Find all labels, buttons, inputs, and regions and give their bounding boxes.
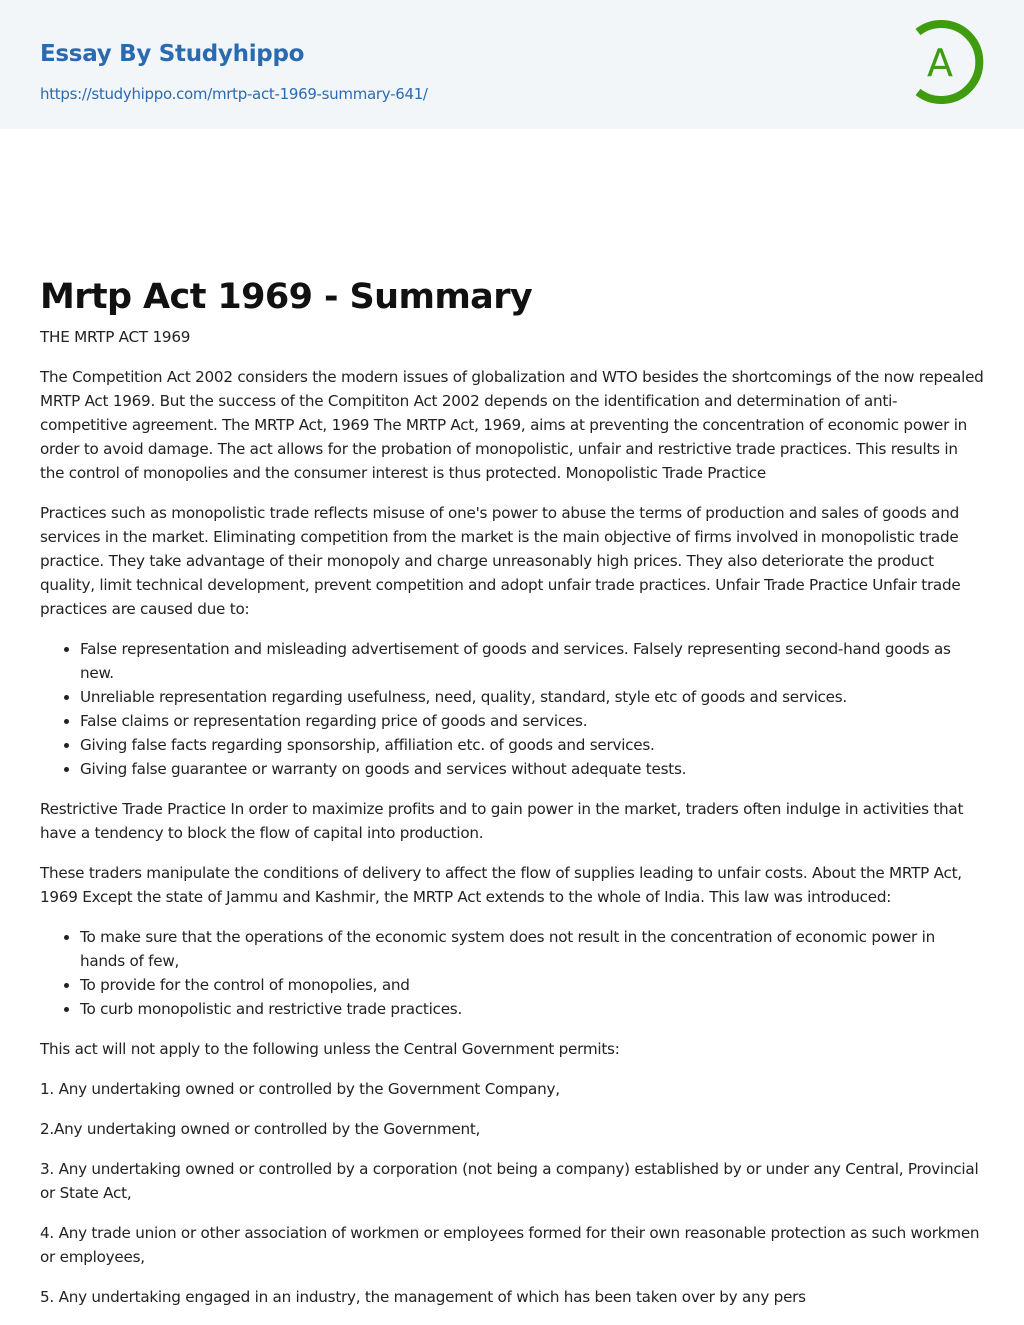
paragraph: 1. Any undertaking owned or controlled by the Government Company, — [40, 1080, 560, 1098]
unfair-practices-list — [40, 637, 984, 781]
list-item: • To curb monopolistic and restrictive trade practices. — [80, 997, 984, 1021]
list-item: • False claims or representation regarding price of goods and services. — [80, 709, 984, 733]
paragraph: The Competition Act 2002 considers the modern issues of globalization and WTO besides the shortcomings of the now repealed MRTP Act 1969. But the success of the Compititon Act 2002 depends on the identification and determination of anti-competitive agreement. The MRTP Act, 1969 The MRTP Act, 1969, aims at preventing the concentration of economic power in order to avoid damage. The act allows for the probation of monopolistic, unfair and restrictive trade practices. This results in the control of monopolies and the consumer interest is thus protected. Monopolistic Trade Practice — [40, 368, 984, 482]
law-objectives-list — [40, 925, 984, 1021]
paragraph: 4. Any trade union or other association of workmen or employees formed for their own reasonable protection as such workmen or employees, — [40, 1224, 980, 1266]
article-subtitle: THE MRTP ACT 1969 — [40, 328, 191, 346]
list-item: • Unreliable representation regarding usefulness, need, quality, standard, style etc of goods and services. — [80, 685, 984, 709]
list-item: • To make sure that the operations of the economic system does not result in the concentration of economic power in hands of few, — [80, 925, 984, 973]
article — [0, 129, 1024, 1309]
svg-text:A: A — [927, 41, 953, 85]
list-item: • Giving false guarantee or warranty on goods and services without adequate tests. — [80, 757, 984, 781]
paragraph: This act will not apply to the following unless the Central Government permits: — [40, 1040, 620, 1058]
paragraph: Restrictive Trade Practice In order to maximize profits and to gain power in the market, traders often indulge in activities that have a tendency to block the flow of capital into production. — [40, 800, 964, 842]
paragraph: 3. Any undertaking owned or controlled by a corporation (not being a company) established by or under any Central, Provincial or State Act, — [40, 1160, 979, 1202]
page-title: Mrtp Act 1969 - Summary — [40, 277, 533, 317]
paragraph: These traders manipulate the conditions of delivery to affect the flow of supplies leading to unfair costs. About the MRTP Act, 1969 Except the state of Jammu and Kashmir, the MRTP Act extends to the whole of India. This law was introduced: — [40, 864, 962, 906]
studyhippo-logo-icon — [910, 18, 988, 106]
paragraph: Practices such as monopolistic trade reflects misuse of one's power to abuse the terms of production and sales of goods and services in the market. Eliminating competition from the market is the main objective of firms involved in monopolistic trade practice. They take advantage of their monopoly and charge unreasonably high prices. They also deteriorate the product quality, limit technical development, prevent competition and adopt unfair trade practices. Unfair Trade Practice Unfair trade practices are caused due to: — [40, 504, 961, 618]
paragraph: 5. Any undertaking engaged in an industry, the management of which has been taken over by any pers — [40, 1288, 806, 1306]
brand-title: Essay By Studyhippo — [40, 41, 305, 67]
list-item: • False representation and misleading advertisement of goods and services. Falsely representing second-hand goods as new. — [80, 637, 984, 685]
list-item: • Giving false facts regarding sponsorship, affiliation etc. of goods and services. — [80, 733, 984, 757]
site-header — [0, 0, 1024, 129]
paragraph: 2.Any undertaking owned or controlled by the Government, — [40, 1120, 481, 1138]
list-item: • To provide for the control of monopolies, and — [80, 973, 984, 997]
essay-url-link[interactable]: https://studyhippo.com/mrtp-act-1969-summary-641/ — [40, 85, 428, 103]
